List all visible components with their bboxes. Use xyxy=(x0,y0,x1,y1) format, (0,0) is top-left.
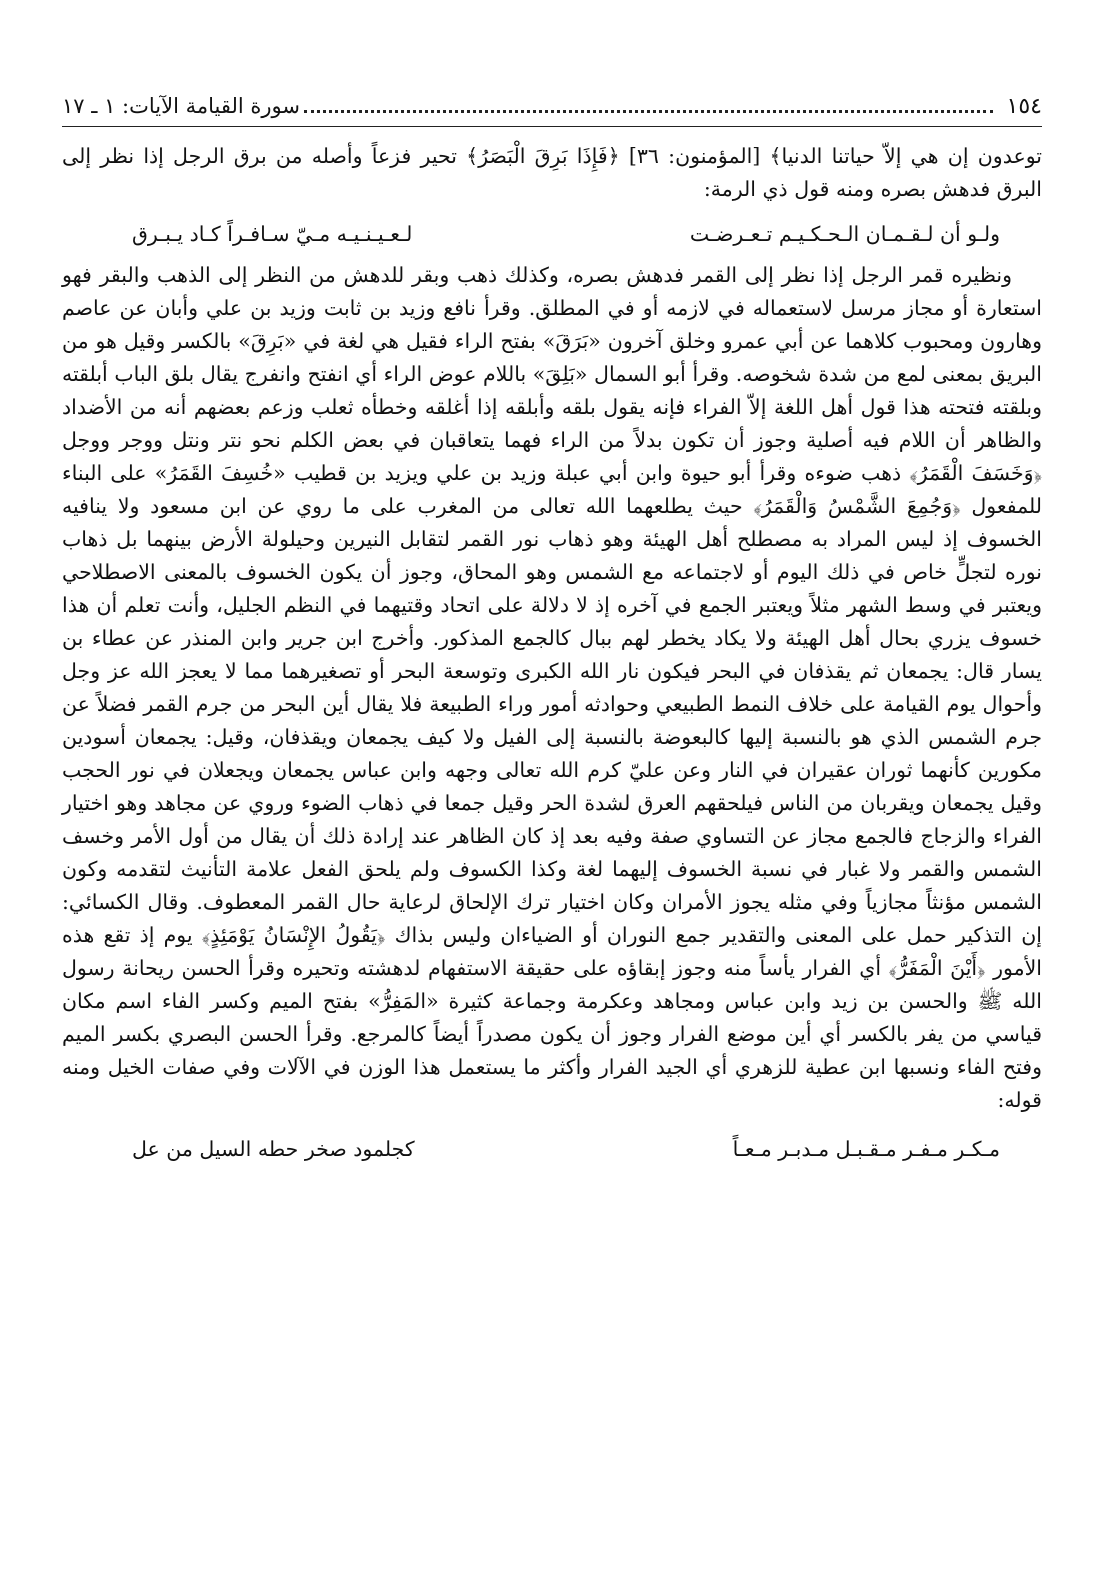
opening-paragraph: توعدون إن هي إلاّ حياتنا الدنيا﴾ [المؤمنون: ٣٦] ﴿فَإِذَا بَرِقَ الْبَصَرُ﴾ تحير فزعاً وأصله من برق الرجل إذا نظر إلى البرق فدهش بصره ومنه قول ذي الرمة: xyxy=(62,144,1042,201)
page-number: ١٥٤ xyxy=(1006,93,1042,119)
header-rule xyxy=(62,126,1042,127)
poetry-verse-2 xyxy=(62,1133,1042,1166)
main-paragraph: ونظيره قمر الرجل إذا نظر إلى القمر فدهش بصره، وكذلك ذهب وبقر للدهش من النظر إلى الذهب والبقر فهو استعارة أو مجاز مرسل لاستعماله في لازمه أو في المطلق. وقرأ نافع وزيد بن ثابت وزيد بن علي وأبان عن عاصم وهارون ومحبوب كلاهما عن أبي عمرو وخلق آخرون «بَرَقَ» بفتح الراء فقيل هي لغة في «بَرِقَ» بالكسر وقيل هو من البريق بمعنى لمع من شدة شخوصه. وقرأ أبو السمال «بَلِقَ» باللام عوض الراء أي انفتح وانفرج يقال بلق الباب أبلقته وبلقته فتحته هذا قول أهل اللغة إلاّ الفراء فإنه يقول بلقه وأبلقه إذا أغلقه وخطأه ثعلب وزعم بعضهم أنه من الأضداد والظاهر أن اللام فيه أصلية وجوز أن تكون بدلاً من الراء فهما يتعاقبان في بعض الكلم نحو نتر ونتل ووجر ووجل ﴿وَخَسَفَ الْقَمَرُ﴾ ذهب ضوءه وقرأ أبو حيوة وابن أبي عبلة وزيد بن علي ويزيد بن قطيب «خُسِفَ القَمَرُ» على البناء للمفعول ﴿وَجُمِعَ الشَّمْسُ وَالْقَمَرُ﴾ حيث يطلعهما الله تعالى من المغرب على ما روي عن ابن مسعود ولا ينافيه الخسوف إذ ليس المراد به مصطلح أهل الهيئة وهو ذهاب نور القمر لتقابل النيرين وحيلولة الأرض بينهما بل ذهاب نوره لتجلٍّ خاص في ذلك اليوم أو لاجتماعه مع الشمس وهو المحاق، وجوز أن يكون الخسوف بالمعنى الاصطلاحي ويعتبر في وسط الشهر مثلاً ويعتبر الجمع في آخره إذ لا دلالة على اتحاد وقتيهما في النظم الجليل، وأنت تعلم أن هذا خسوف يزري بحال أهل الهيئة ولا يكاد يخطر لهم ببال كالجمع المذكور. وأخرج ابن جرير وابن المنذر عن عطاء بن يسار قال: يجمعان ثم يقذفان في البحر فيكون نار الله الكبرى وتوسعة البحر أو تصغيرهما مما لا يعجز الله عز وجل وأحوال يوم القيامة على خلاف النمط الطبيعي وحوادثه أمور وراء الطبيعة فلا يقال أين البحر من جرم القمر فضلاً عن جرم الشمس الذي هو بالنسبة إليها كالبعوضة بالنسبة إلى الفيل ولا كيف يجمعان ويقذفان، وقيل: يجمعان أسودين مكورين كأنهما ثوران عقيران في النار وعن عليّ كرم الله تعالى وجهه وابن عباس يجمعان ويجعلان في نور الحجب وقيل يجمعان ويقربان من الناس فيلحقهم العرق لشدة الحر وقيل جمعا في ذهاب الضوء وروي عن مجاهد وهو اختيار الفراء والزجاج فالجمع مجاز عن التساوي صفة وفيه بعد إذ كان الظاهر عند إرادة ذلك أن يقال من أول الأمر وخسف الشمس والقمر ولا غبار في نسبة الخسوف إليهما لغة وكذا الكسوف ولم يلحق الفعل علامة التأنيث لتقدمه وكون الشمس مؤنثاً مجازياً وفي مثله يجوز الأمران وكان اختيار ترك الإلحاق لرعاية حال القمر المعطوف. وقال الكسائي: إن التذكير حمل على المعنى والتقدير جمع النوران أو الضياءان وليس بذاك ﴿يَقُولُ الإِنْسَانُ يَوْمَئِذٍ﴾ يوم إذ تقع هذه الأمور ﴿أَيْنَ الْمَفَرُّ﴾ أي الفرار يأساً منه وجوز إبقاؤه على حقيقة الاستفهام لدهشته وتحيره وقرأ الحسن ريحانة رسول الله ﷺ والحسن بن زيد وابن عباس ومجاهد وعكرمة وجماعة كثيرة «المَفِرُّ» بفتح الميم وكسر الفاء اسم مكان قياسي من يفر بالكسر أي أين موضع الفرار وجوز أن يكون مصدراً أيضاً كالمرجع. وقرأ الحسن البصري بكسر الميم وفتح الفاء ونسبها ابن عطية للزهري أي الجيد الفرار وأكثر ما يستعمل هذا الوزن في الآلات وفي صفات الخيل ومنه قوله: xyxy=(62,263,1043,1112)
header-dot-leader xyxy=(304,110,993,113)
verse-2-first-hemistich: مـكـر مـفـر مـقـبـل مـدبـر مـعـاً xyxy=(732,1137,1000,1161)
running-header xyxy=(62,86,1042,126)
header-title: سورة القيامة الآيات: ١ ـ ١٧ xyxy=(62,94,300,118)
verse-1-second-hemistich: لـعـيـنـيـه مـيّ سـافـراً كـاد يـبـرق xyxy=(132,222,413,246)
verse-1-first-hemistich: ولـو أن لـقـمـان الـحـكـيـم تـعـرضـت xyxy=(689,222,1000,246)
page-body xyxy=(62,140,1042,1174)
poetry-verse-1 xyxy=(62,218,1042,251)
verse-2-second-hemistich: كجلمود صخر حطه السيل من عل xyxy=(132,1137,415,1161)
